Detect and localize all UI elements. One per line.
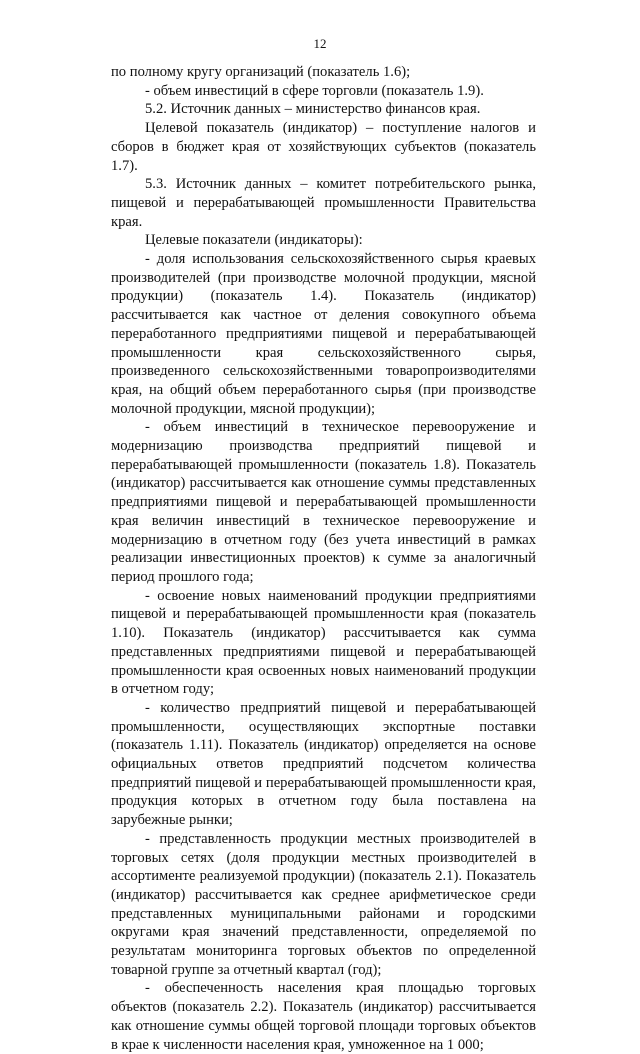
paragraph: по полному кругу организаций (показатель 1.6); [111,64,411,80]
paragraph: - объем инвестиций в сфере торговли (показатель 1.9). [145,82,484,99]
paragraph: - представленность продукции местных производителей в торговых сетях (доля продукции местных производителей в ассортименте реализуемой продукции) (показатель 2.1). Показатель (индикатор) рассчитывается как среднее арифметическое среди представленных муниципальными районами и городскими округами края значений представленности, определяемой по результатам мониторинга торговых объектов по определенной товарной группе за отчетный квартал (год); [111,830,536,978]
paragraph: - освоение новых наименований продукции предприятиями пищевой и перерабатывающей промышленности края (показатель 1.10). Показатель (индикатор) рассчитывается как сумма представленных предприятиями пищевой и перерабатывающей промышленности края освоенных новых наименований продукции в отчетном году; [111,587,536,698]
paragraph: 5.2. Источник данных – министерство финансов края. [145,101,481,118]
paragraph: - количество предприятий пищевой и перерабатывающей промышленности, осуществляющих экспортные поставки (показатель 1.11). Показатель (индикатор) определяется на основе официальных ответов предприятий подсчетом количества предприятий пищевой и перерабатывающей промышленности края, продукция которых в отчетном году была поставлена на зарубежные рынки; [111,699,536,829]
paragraph: 5.3. Источник данных – комитет потребительского рынка, пищевой и перерабатывающей промышленности Правительства края. [111,176,536,230]
paragraph: - объем инвестиций в техническое перевооружение и модернизацию производства предприятий пищевой и перерабатывающей промышленности (показатель 1.8). Показатель (индикатор) рассчитывается как отношение суммы представленных предприятиями пищевой и перерабатывающей промышленности края величин инвестиций в техническое перевооружение и модернизацию в отчетном году (без учета инвестиций в рамках реализации инвестиционных проектов) к сумме за аналогичный период прошлого года; [111,419,536,585]
paragraph: Целевые показатели (индикаторы): [145,232,363,249]
document-body [111,63,536,1054]
paragraph: Целевой показатель (индикатор) – поступление налогов и сборов в бюджет края от хозяйствующих субъектов (показатель 1.7). [111,120,536,174]
page-number: 12 [313,36,327,51]
paragraph: - обеспеченность населения края площадью торговых объектов (показатель 2.2). Показатель (индикатор) рассчитывается как отношение суммы общей торговой площади торговых объектов в крае к численности населения края, умноженное на 1 000; [111,980,536,1053]
paragraph: - доля использования сельскохозяйственного сырья краевых производителей (при производстве молочной продукции, мясной продукции) (показатель 1.4). Показатель (индикатор) рассчитывается как частное от деления совокупного объема переработанного предприятиями пищевой и перерабатывающей промышленности края сельскохозяйственного сырья, произведенного сельскохозяйственными товаропроизводителями края, на общий объем переработанного сырья (при производстве молочной продукции, мясной продукции); [111,251,536,417]
